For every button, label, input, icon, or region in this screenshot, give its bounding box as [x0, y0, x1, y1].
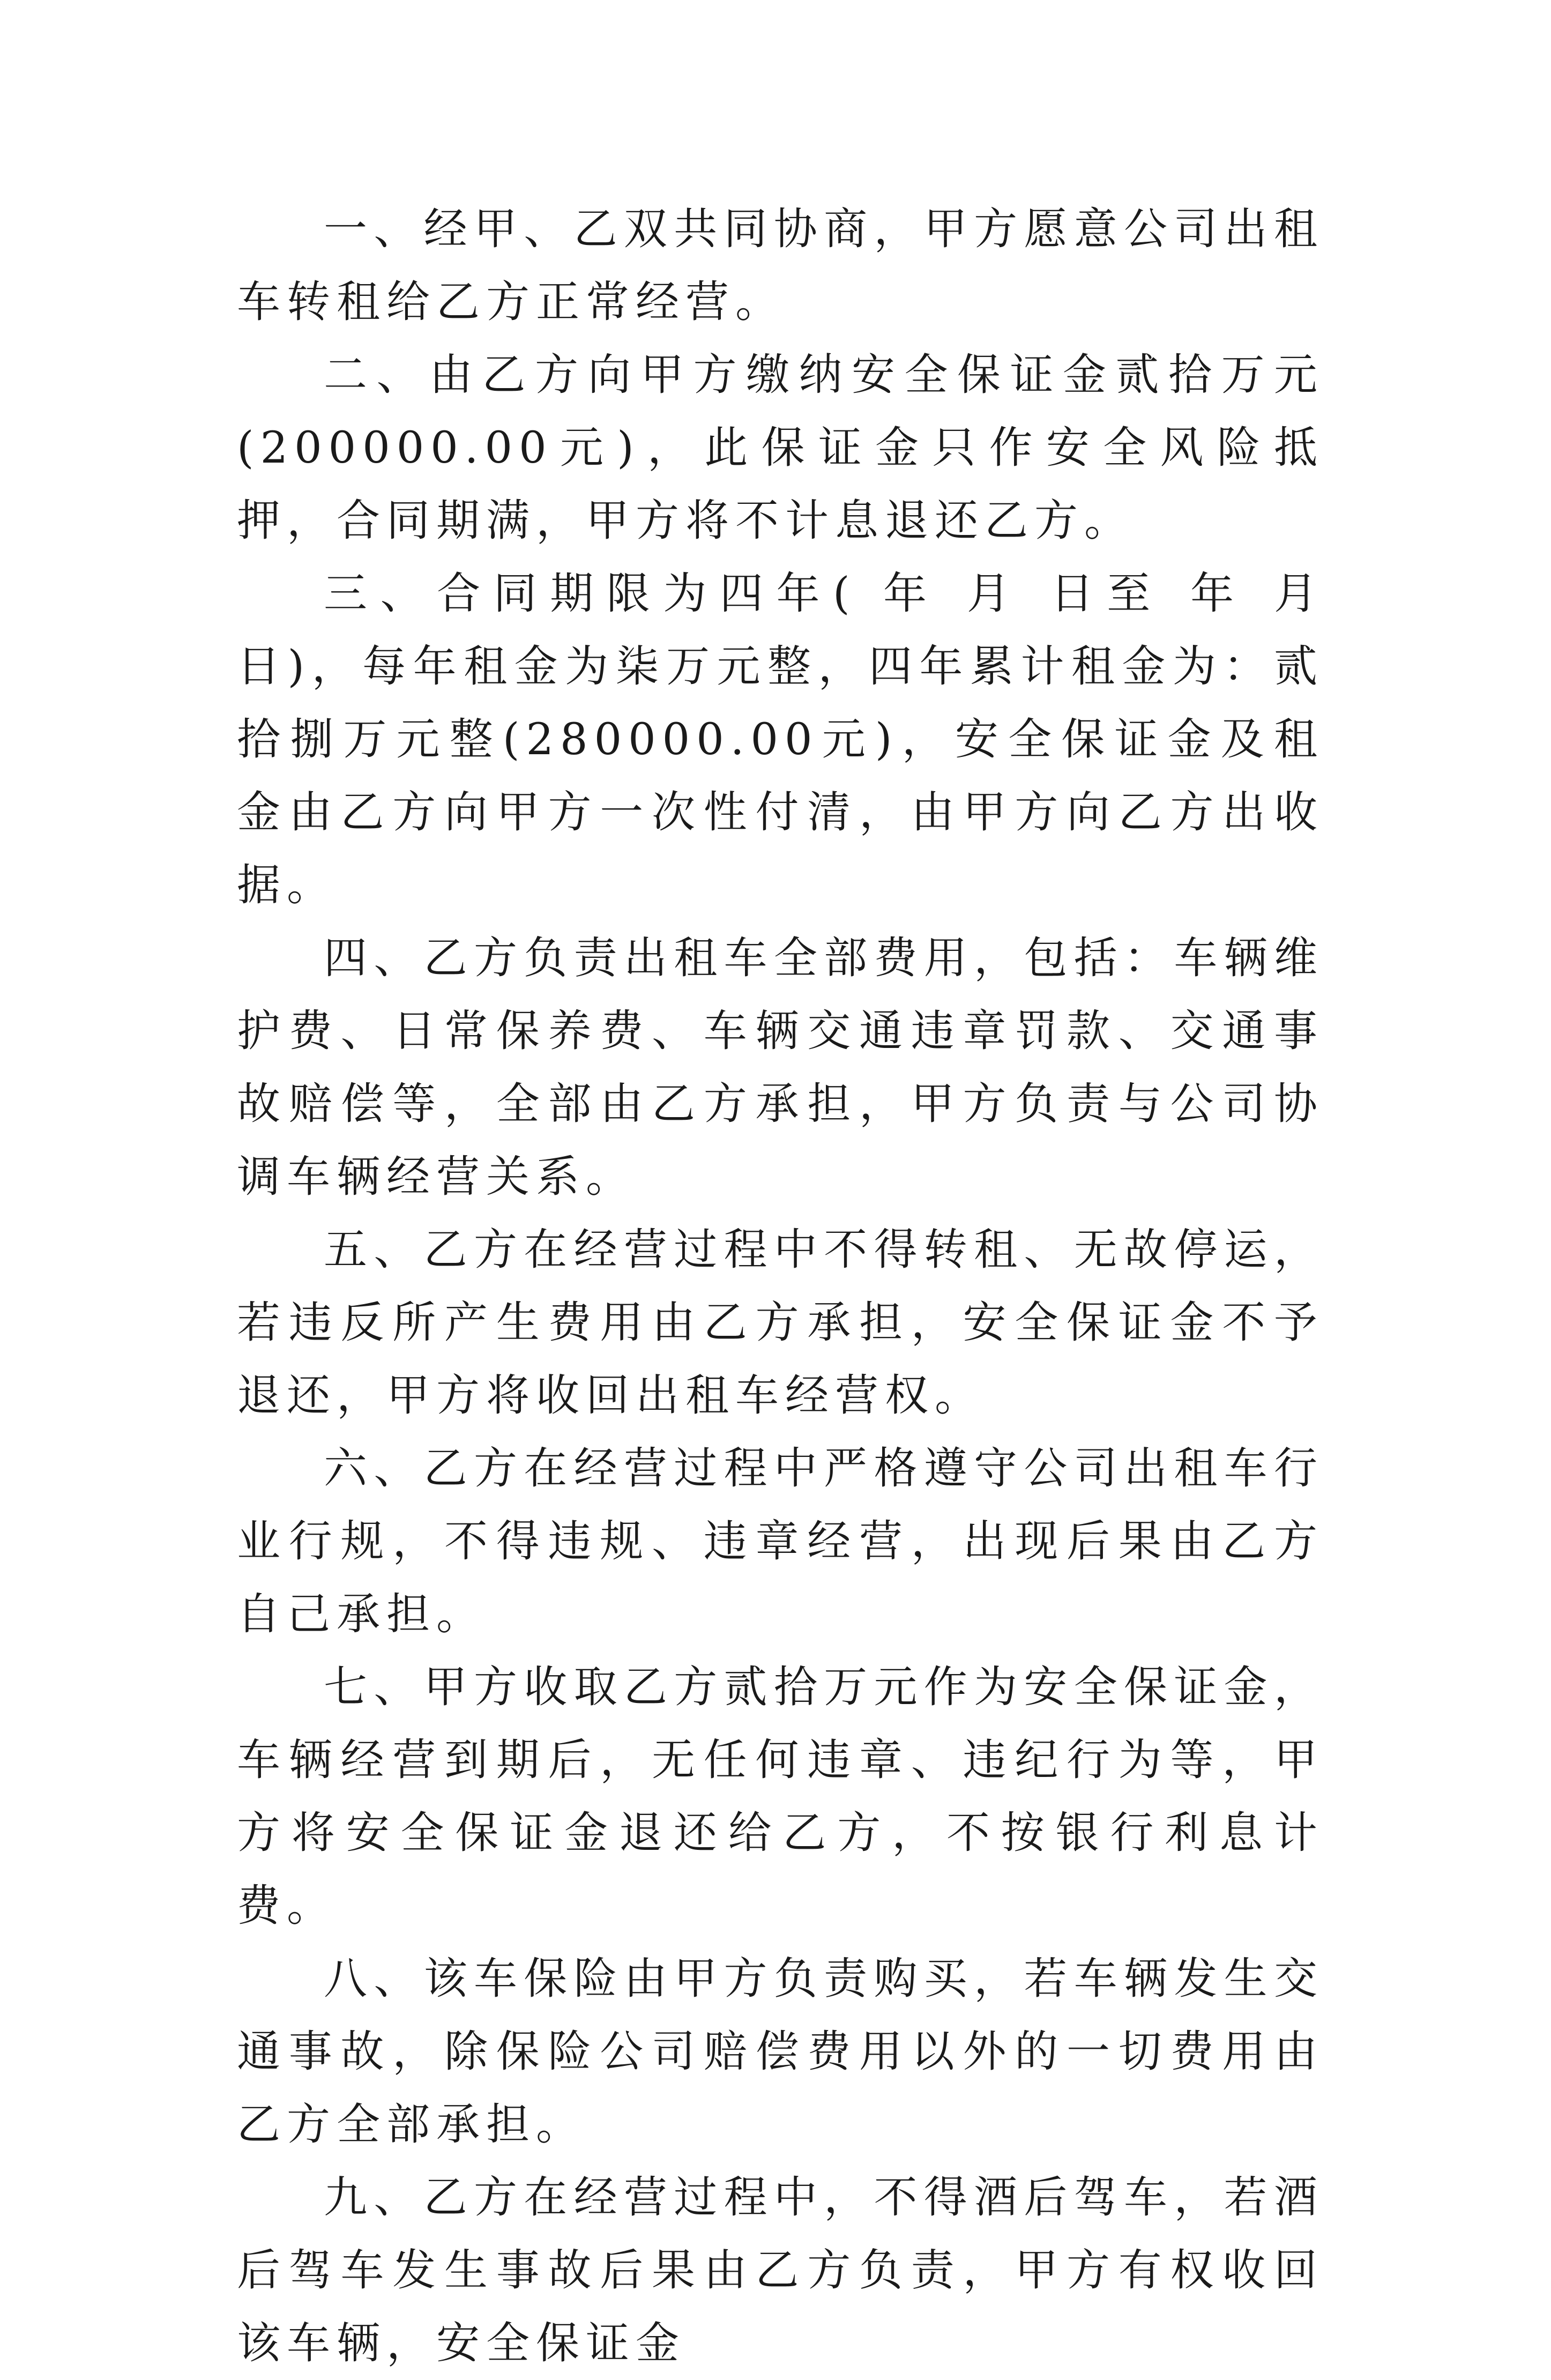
clause-5: 五、乙方在经营过程中不得转租、无故停运，若违反所产生费用由乙方承担，安全保证金不予退还，甲方将收回出租车经营权。: [237, 1225, 1324, 1421]
clause-9: 九、乙方在经营过程中，不得酒后驾车，若酒后驾车发生事故后果由乙方负责，甲方有权收回该车辆，安全保证金: [237, 2173, 1324, 2369]
clause-8: 八、该车保险由甲方负责购买，若车辆发生交通事故，除保险公司赔偿费用以外的一切费用由乙方全部承担。: [237, 1954, 1324, 2150]
contract-body: [237, 193, 1324, 2380]
clause-4: 四、乙方负责出租车全部费用，包括：车辆维护费、日常保养费、车辆交通违章罚款、交通事故赔偿等，全部由乙方承担，甲方负责与公司协调车辆经营关系。: [237, 933, 1324, 1202]
clause-7: 七、甲方收取乙方贰拾万元作为安全保证金，车辆经营到期后，无任何违章、违纪行为等，甲方将安全保证金退还给乙方，不按银行利息计费。: [237, 1662, 1324, 1931]
clause-6: 六、乙方在经营过程中严格遵守公司出租车行业行规，不得违规、违章经营，出现后果由乙方自己承担。: [237, 1444, 1324, 1640]
clause-3: 三、合同期限为四年( 年 月 日至 年 月 日)，每年租金为柒万元整，四年累计租金为：贰拾捌万元整(280000.00元)，安全保证金及租金由乙方向甲方一次性付清，由甲方向乙方出收据。: [237, 569, 1324, 911]
clause-1: 一、经甲、乙双共同协商，甲方愿意公司出租车转租给乙方正常经营。: [237, 204, 1324, 328]
clause-2: 二、由乙方向甲方缴纳安全保证金贰拾万元(200000.00元)，此保证金只作安全风险抵押，合同期满，甲方将不计息退还乙方。: [237, 350, 1324, 546]
